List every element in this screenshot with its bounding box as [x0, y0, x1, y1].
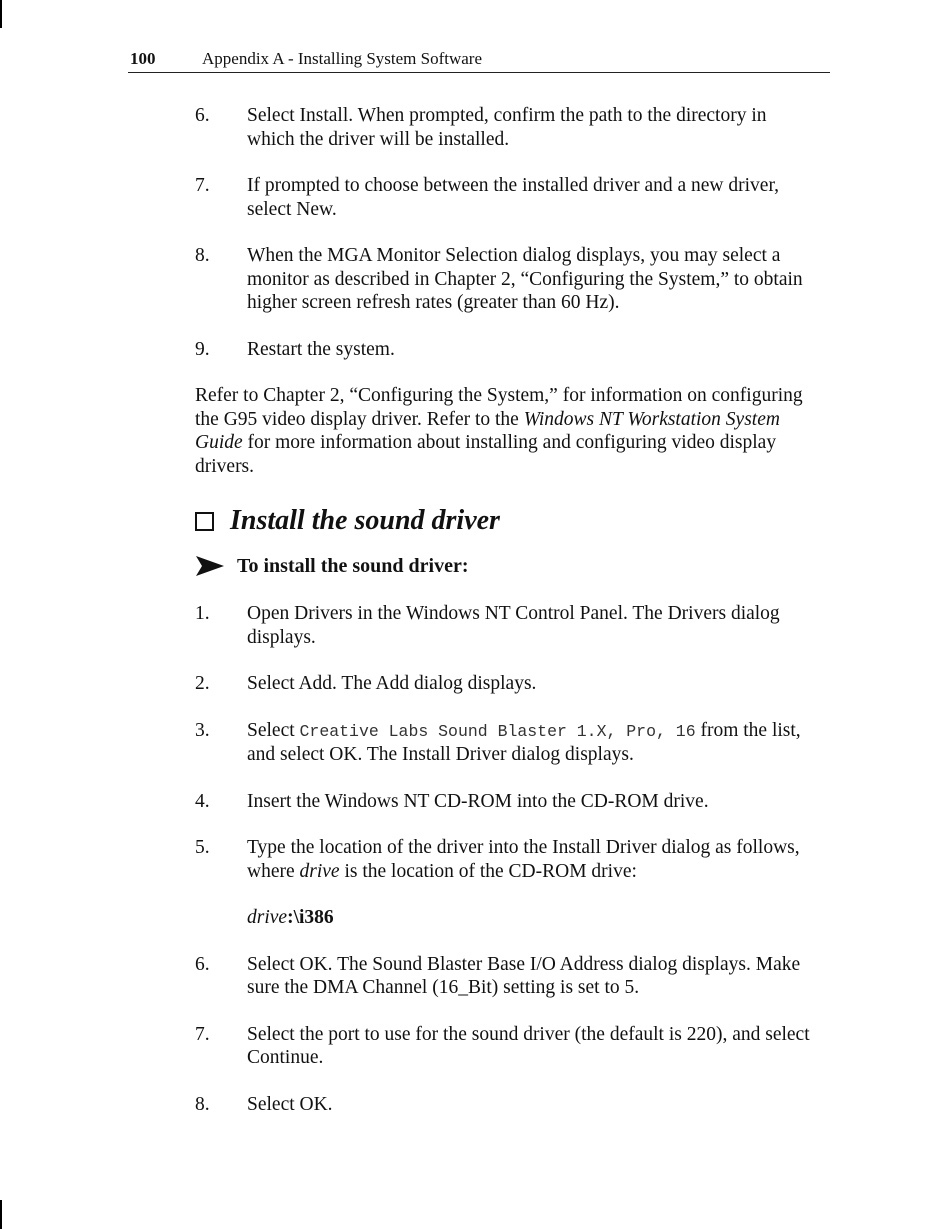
step-text: When the MGA Monitor Selection dialog displays, you may select a monitor as described in Chapter 2, “Configuring the System,” to obtain higher screen refresh rates (greater than 60 Hz).	[247, 245, 803, 313]
section-heading	[195, 505, 815, 537]
running-title: Appendix A - Installing System Software	[202, 49, 483, 68]
step-text-start: Type the location of the driver into the Install Driver dialog as follows, where	[247, 837, 800, 882]
checkbox-icon	[195, 512, 214, 531]
refer-paragraph	[195, 384, 815, 478]
step-number: 3.	[195, 719, 210, 741]
step-number: 5.	[195, 837, 210, 858]
step-number: 9.	[195, 338, 210, 360]
install-path	[247, 906, 815, 930]
driver-name-code: Creative Labs Sound Blaster 1.X, Pro, 16	[299, 721, 696, 741]
step-number: 8.	[195, 1093, 210, 1115]
video-step-7	[195, 174, 815, 221]
section-title: Install the sound driver	[230, 505, 500, 536]
page-header	[128, 48, 830, 73]
sound-step-6	[195, 953, 815, 1000]
step-number: 6.	[195, 953, 210, 975]
step-number: 7.	[195, 1023, 210, 1045]
step-number: 4.	[195, 790, 210, 812]
path-drive: drive	[247, 907, 288, 928]
sound-step-8	[195, 1093, 815, 1117]
step-text: Open Drivers in the Windows NT Control Panel. The Drivers dialog displays.	[247, 603, 780, 648]
step-text-end: is the location of the CD-ROM drive:	[339, 860, 637, 882]
step-number: 1.	[195, 603, 210, 624]
step-text	[247, 719, 815, 767]
sound-step-2	[195, 672, 815, 696]
procedure-heading	[195, 554, 815, 578]
sound-step-7	[195, 1023, 815, 1070]
step-text-start: Select	[247, 719, 300, 741]
page-content	[195, 104, 815, 1139]
sound-step-4	[195, 790, 815, 814]
procedure-title: To install the sound driver:	[237, 555, 469, 577]
step-text: Select Install. When prompted, confirm the path to the directory in which the driver will be installed.	[247, 105, 767, 150]
step-number: 8.	[195, 245, 210, 266]
step-text: Insert the Windows NT CD-ROM into the CD-ROM drive.	[247, 790, 709, 812]
step-text: Select OK.	[247, 1093, 333, 1115]
sound-step-1	[195, 602, 815, 649]
step-number: 2.	[195, 673, 210, 694]
scan-edge-mark-top	[0, 0, 2, 28]
video-step-9	[195, 338, 815, 362]
step-text: Restart the system.	[247, 338, 395, 360]
step-text	[247, 836, 815, 883]
sound-step-5	[195, 836, 815, 883]
drive-term: drive	[299, 860, 340, 882]
step-text: Select the port to use for the sound driver (the default is 220), and select Continue.	[247, 1023, 810, 1068]
sound-step-3	[195, 719, 815, 767]
step-number: 7.	[195, 175, 210, 196]
scan-edge-mark-bottom	[0, 1200, 2, 1229]
refer-text-end: for more information about installing and configuring video display drivers.	[195, 432, 777, 477]
arrow-icon	[195, 555, 225, 577]
step-text-end: from the list, and select OK. The Install Driver dialog displays.	[247, 719, 801, 765]
path-folder: :\i386	[287, 907, 334, 928]
step-text: Select OK. The Sound Blaster Base I/O Address dialog displays. Make sure the DMA Channel (16_Bit) setting is set to 5.	[247, 953, 801, 998]
guide-title: Windows NT Workstation System Guide	[195, 408, 780, 453]
page-number: 100	[130, 49, 156, 68]
video-step-8	[195, 244, 815, 315]
video-step-6	[195, 104, 815, 151]
refer-text-start: Refer to Chapter 2, “Configuring the System,” for information on configuring the G95 video display driver. Refer to the	[195, 385, 803, 430]
step-text: If prompted to choose between the installed driver and a new driver, select New.	[247, 175, 780, 220]
step-number: 6.	[195, 105, 210, 126]
step-text: Select Add. The Add dialog displays.	[247, 673, 537, 694]
